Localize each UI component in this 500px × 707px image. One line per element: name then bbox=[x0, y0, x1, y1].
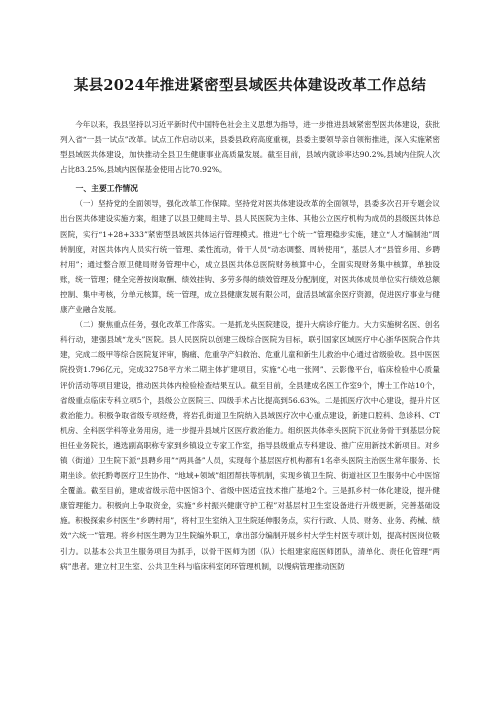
section-heading-main-work: 一、主要工作情况 bbox=[75, 184, 138, 194]
document-title: 某县2024年推进紧密型县域医共体建设改革工作总结 bbox=[73, 77, 427, 94]
intro-paragraph: 今年以来，我县坚持以习近平新时代中国特色社会主义思想为指导，进一步推进县域紧密型医共体建设，获批列入省“一县一试点”改革。试点工作启动以来，县委县政府高度重视，县委主要领导亲自领衔推进，深入实施紧密型县域医共体建设，加快推动全县卫生健康事业高质量发展。截至目前，县域内就诊率达90.2%,县域内住院人次占比83.25%,县域内医保基金使用占比70.92%。 bbox=[60, 120, 440, 175]
paragraph-key-tasks: （二）聚焦重点任务，强化改革工作落实。一是抓龙头医院建设，提升大病诊疗能力。大力实施树名医、创名科行动，建强县域“龙头”医院。县人民医院以创建三级综合医院为目标，联引国家区域医疗中心浙华医院合作共建，完成二级甲等综合医院复评审，胸痛、危重孕产妇救治、危重儿童和新生儿救治中心通过省级验收。县中医医院投资1.796亿元，完成32758平方米二期主体扩建项目，实施“心电一张网”、云影像平台，临床检验中心质量评价活动等项目建设，推动医共体内检验检查结果互认。截至目前，全县建成名医工作室9个，博士工作站10个，省级重点临床专科立项5个，县级公立医院三、四级手术占比提高到56.63%。二是抓医疗次中心建设，提升片区救治能力。积极争取省级专项经费，将岩孔街道卫生院纳入县域医疗次中心重点建设，新建口腔科、急诊科、CT机房、全科医学科等业务用房，进一步提升县域片区医疗救治能力。组织医共体牵头医院下沉业务骨干到基层分院担任业务院长，遴选副高职称专家到乡镇设立专家工作室，指导县级重点专科建设、推广应用新技术新项目。对乡镇（街道）卫生院下派“县聘乡用”“两具备”人员，实现每个基层医疗机构都有1名牵头医院主治医生常年服务、长期坐诊。依托黔粤医疗卫生协作、“地域+领域”组团帮扶等机制，实现乡镇卫生院、街道社区卫生服务中心中医馆全覆盖。截至目前，建成省级示范中医馆3个、省级中医适宜技术推广基地2个。三是抓乡村一体化建设，提升健康管理能力。积极向上争取资金，实施“乡村振兴健康守护工程”对基层村卫生室设备进行升级更新，完善基础设施。积极探索乡村医生“乡聘村用”，将村卫生室纳入卫生院延伸服务点，实行行政、人员、财务、业务、药械、绩效“六统一”管理。将乡村医生聘为卫生院编外职工，拿出部分编制开展乡村大学生村医专项计划，提高村医岗位吸引力。以基本公共卫生服务项目为抓手，以骨干医师为团（队）长组建家庭医师团队，清单化、责任化管理“两病”患者。建立村卫生室、公共卫生科与临床科室闭环管理机制，以慢病管理推动医防 bbox=[60, 320, 440, 571]
paragraph-party-leadership: （一）坚持党的全面领导，强化改革工作保障。坚持党对医共体建设改革的全面领导，县委多次召开专题会议出台医共体建设实施方案，组建了以县卫健局主导、县人民医院为主体、其他公立医疗机构为成员的县级医共体总医院，实行“1+28+333”紧密型县域医共体运行管理模式。推进“七个统一”管理稳步实施，建立“人才编制池”周转制度，对医共体内人员实行统一管理、柔性流动，骨干人员“动态调整、周转使用”，基层人才“县管乡用、乡聘村用”；通过整合原卫健局财务管理中心，成立县医共体总医院财务核算中心，全面实现财务集中核算，单独设账，统一管理；健全完善按岗取酬、绩效挂钩、多劳多得的绩效管理及分配制度，对医共体成员单位实行绩效总额控制、集中考核，分单元核算，统一管理，成立县健康发展有限公司，盘活县域富余医疗资源，促进医疗事业与健康产业融合发展。 bbox=[60, 199, 440, 315]
